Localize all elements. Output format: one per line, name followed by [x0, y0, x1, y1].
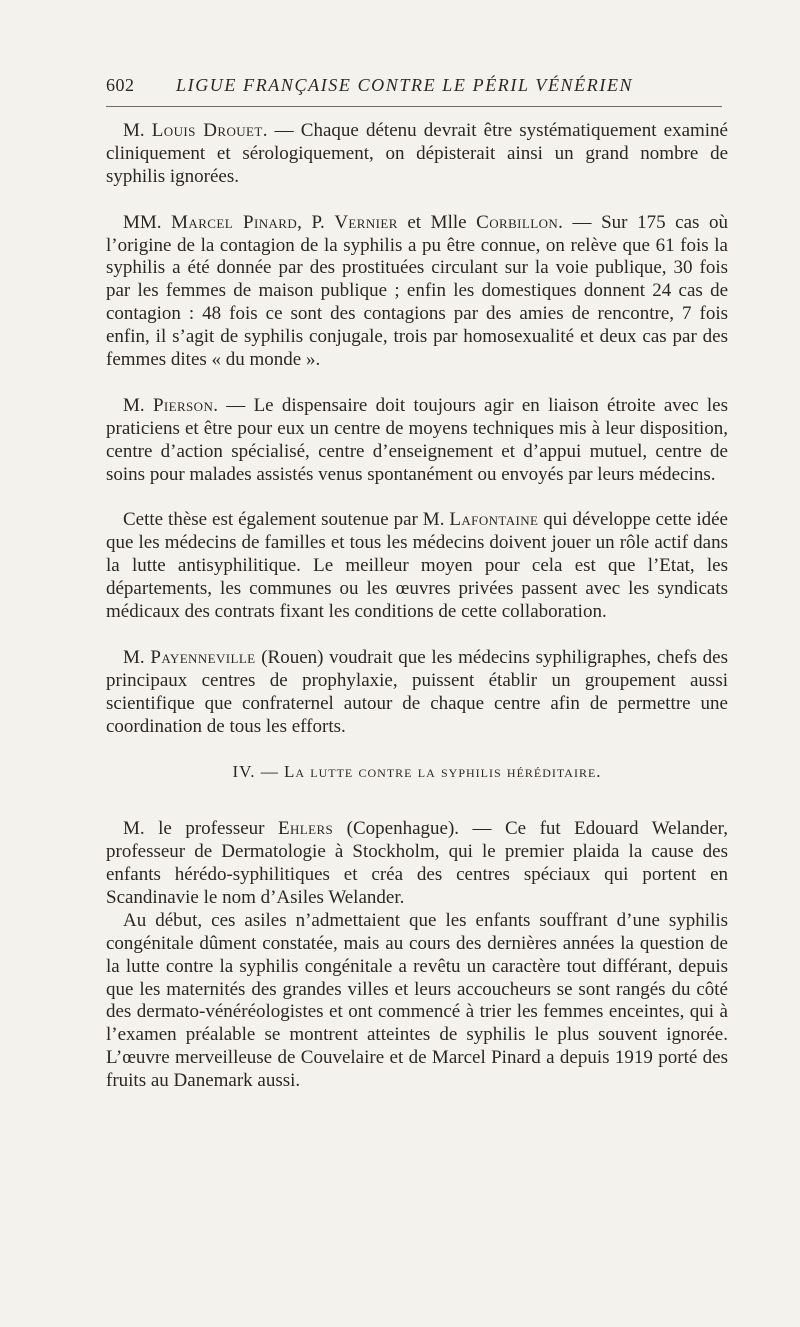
speaker-prefix: M.	[123, 394, 153, 416]
speaker-prefix: M.	[123, 646, 151, 668]
paragraph-drouet	[106, 120, 728, 189]
paragraph-text: . — Le dispensaire doit toujours agir en liaison étroite avec les praticiens et être pour eux un centre de moyens techniques mis à leur disposition, centre d’action spécialisé, centre d’enseignement et d’appui mutuel, centre de soins pour malades assistés venus spontanément ou envoyés par leurs médecins.	[106, 394, 728, 485]
paragraph-ehlers	[106, 818, 728, 910]
speaker-name: Corbillon	[476, 211, 559, 233]
speaker-prefix: M. le professeur	[123, 818, 278, 840]
header-rule	[106, 106, 722, 107]
speaker-name: Vernier	[334, 211, 398, 233]
speaker-prefix: MM.	[123, 211, 172, 233]
speaker-name: Pierson	[152, 394, 214, 416]
speaker-name: Ehlers	[277, 818, 334, 840]
running-title: LIGUE FRANÇAISE CONTRE LE PÉRIL VÉNÉRIEN	[176, 75, 634, 95]
speaker-name: Marcel Pinard	[171, 211, 298, 233]
running-head	[106, 75, 722, 101]
page-number: 602	[106, 75, 135, 95]
paragraph-text: (Rouen) voudrait que les médecins syphiligraphes, chefs des principaux centres de prophylaxie, puissent établir un groupement aussi scientifique que confraternel autour de chaque centre afin de permettre une coordination de tous les efforts.	[106, 646, 728, 737]
speaker-separator: et Mlle	[397, 211, 477, 233]
speaker-name: Lafontaine	[449, 509, 539, 531]
paragraph-pinard-vernier-corbillon	[106, 212, 728, 372]
speaker-prefix: M.	[123, 120, 152, 141]
paragraph-payenneville	[106, 647, 728, 739]
paragraph-lead: Cette thèse est également soutenue par M.	[123, 509, 450, 531]
paragraph-text: qui développe cette idée que les médecins de familles et tous les médecins doivent jouer un rôle actif dans la lutte antisyphilitique. Le meilleur moyen pour cela est que l’Etat, les départements, les communes ou les œuvres privées passent avec les syndicats médicaux des contrats fixant les conditions de cette collaboration.	[106, 509, 728, 622]
speaker-name: Payenneville	[150, 646, 256, 668]
section-heading: IV. — La lutte contre la syphilis héréditaire.	[232, 762, 602, 782]
paragraph-lafontaine	[106, 509, 728, 624]
paragraph-text: (Copenhague). — Ce fut Edouard Welander, professeur de Dermatologie à Stockholm, qui le premier plaida la cause des enfants hérédo-syphilitiques et créa des centres spéciaux qui portent en Scandinavie le nom d’Asiles Welander.	[106, 818, 729, 908]
paragraph-text: . — Sur 175 cas où l’origine de la contagion de la syphilis a pu être connue, on relève que 61 fois la syphilis a été donnée par des prostituées circulant sur la voie publique, 30 fois par les femmes de maison publique ; enfin les domestiques donnent 24 cas de contagion : 48 fois ce sont des contagions par des amies de rencontre, 7 fois enfin, il s’agit de syphilis conjugale, trois par homosexualité et deux cas par des femmes dites « du monde ».	[106, 211, 729, 371]
paragraph-text: . — Chaque détenu devrait être systématiquement examiné cliniquement et sérologiquement, on dépisterait ainsi un grand nombre de syphilis ignorées.	[106, 120, 728, 187]
paragraph-pierson	[106, 395, 728, 487]
body-text	[106, 120, 728, 1093]
paragraph-ehlers-continued: Au début, ces asiles n’admettaient que les enfants souffrant d’une syphilis congénitale dûment constatée, mais au cours des dernières années la question de la lutte contre la syphilis congénitale a revêtu un caractère tout différant, depuis que les maternités des grandes villes et leurs accoucheurs se sont rangés du côté des dermato-vénéréologistes et ont commencé à trier les femmes enceintes, qui à l’examen préalable se montrent atteintes de syphilis le plus souvent ignorée. L’œuvre merveilleuse de Couvelaire et de Marcel Pinard a depuis 1919 porté des fruits au Danemark aussi.	[106, 909, 728, 1092]
speaker-separator: , P.	[297, 211, 335, 233]
speaker-name: Louis Drouet	[151, 120, 263, 141]
